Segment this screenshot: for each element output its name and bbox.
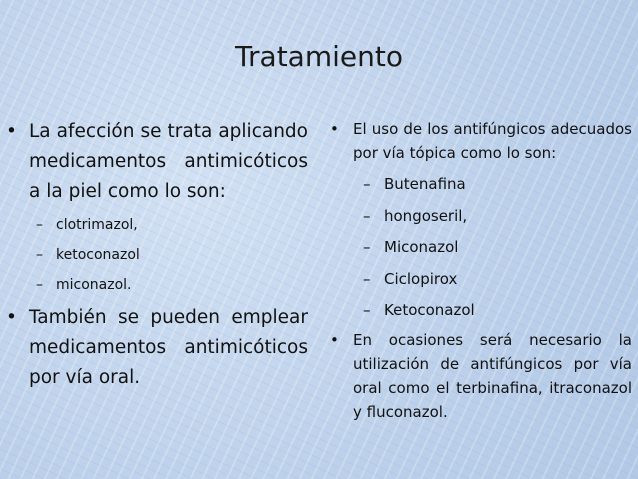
bullet-icon: • — [330, 330, 339, 349]
left-column — [6, 117, 308, 393]
left-subitem-text: clotrimazol, — [56, 217, 138, 233]
dash-icon: – — [363, 301, 371, 319]
right-subitem — [330, 295, 632, 327]
dash-icon: – — [36, 247, 43, 263]
left-bullet-2 — [6, 303, 308, 393]
left-sublist — [6, 210, 308, 300]
right-subitem — [330, 201, 632, 233]
dash-icon: – — [363, 206, 371, 225]
dash-icon: – — [36, 277, 43, 293]
right-column — [330, 117, 632, 424]
left-subitem-text: ketoconazol — [56, 247, 140, 263]
dash-icon: – — [363, 175, 371, 193]
right-subitem-text: hongoseril, — [384, 206, 468, 225]
bullet-icon: • — [6, 307, 17, 328]
dash-icon: – — [363, 238, 371, 256]
left-subitem-text: miconazol. — [56, 277, 132, 293]
right-bullet-2-text: En ocasiones será necesario la utilización de antifúngicos por vía oral como el terbinafina, itraconazol y fluconazol. — [353, 330, 632, 421]
bullet-icon: • — [6, 121, 17, 142]
right-subitem — [330, 169, 632, 201]
left-bullet-1 — [6, 117, 308, 207]
dash-icon: – — [363, 269, 371, 288]
right-bullet-2 — [330, 328, 632, 424]
dash-icon: – — [36, 217, 43, 233]
bullet-icon: • — [330, 120, 339, 138]
right-subitem-text: Butenafina — [384, 175, 466, 193]
right-bullet-1 — [330, 117, 632, 165]
left-bullet-2-text: También se pueden emplear medicamentos antimicóticos por vía oral. — [29, 307, 308, 388]
right-subitem — [330, 264, 632, 296]
left-subitem — [6, 240, 308, 270]
left-bullet-1-text: La afección se trata aplicando medicamentos antimicóticos a la piel como lo son: — [29, 121, 308, 202]
right-subitem-text: Miconazol — [384, 238, 459, 256]
right-subitem-text: Ketoconazol — [384, 301, 475, 319]
right-sublist — [330, 169, 632, 327]
right-subitem-text: Ciclopirox — [384, 269, 458, 288]
left-subitem — [6, 270, 308, 300]
left-subitem — [6, 210, 308, 240]
right-bullet-1-text: El uso de los antifúngicos adecuados por vía tópica como lo son: — [353, 120, 632, 162]
right-subitem — [330, 232, 632, 264]
slide-title: Tratamiento — [235, 40, 403, 73]
